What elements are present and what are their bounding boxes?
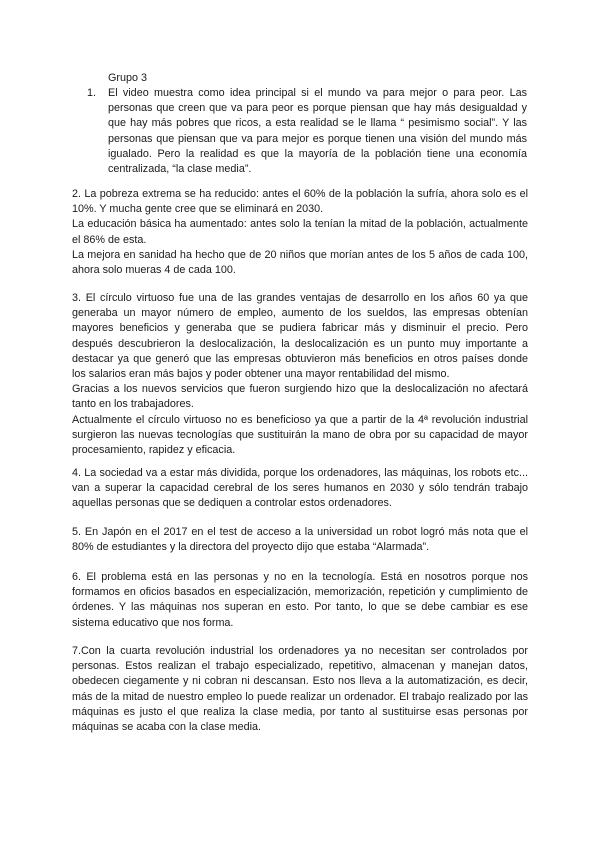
answer-2-paragraph: La educación básica ha aumentado: antes solo la tenían la mitad de la población, actualmente el 86% de esta. [72,218,528,246]
answer-7-text: 7.Con la cuarta revolución industrial los ordenadores ya no necesitan ser controlados por personas. Estos realizan el trabajo especializado, repetitivo, almacenan y manejan datos, obedecen ciegamente y ni cobran ni descansan. Esto nos lleva a la automatización, es decir, más de la mitad de nuestro empleo lo puede realizar un ordenador. El trabajo realizado por las máquinas es justo el que realiza la clase media, por tanto al sustituirse esas personas por máquinas se acaba con la clase media. [72,645,528,734]
answer-3-paragraph: 3. El círculo virtuoso fue una de las grandes ventajas de desarrollo en los años 60 ya que generaba un mayor número de empleo, aumento de los sueldos, las empresas obtenían mayores beneficios y generaba que se pudiera fabricar más y disminuir el precio. Pero después descubrieron la deslocalización, la deslocalización es un punto muy importante a destacar ya que generó que las empresas obtuvieron más beneficios en otros países donde los salarios eran más bajos y poder obtener una mayor rentabilidad del mismo. [72,292,528,381]
answer-3-paragraph: Gracias a los nuevos servicios que fueron surgiendo hizo que la deslocalización no afectará tanto en los trabajadores. [72,383,528,411]
answer-2-paragraph: 2. La pobreza extrema se ha reducido: antes el 60% de la población la sufría, ahora solo es el 10%. Y mucha gente cree que se eliminará en 2030. [72,188,528,216]
answer-1-number: 1. [87,87,97,99]
answer-5 [72,525,528,555]
answer-7 [72,644,528,735]
answer-5-text: 5. En Japón en el 2017 en el test de acceso a la universidad un robot logró más nota que el 80% de estudiantes y la directora del proyecto dijo que estaba “Alarmada”. [72,526,528,554]
answer-3 [72,291,528,458]
answer-4 [72,466,528,512]
answer-1-text: El video muestra como idea principal si el mundo va para mejor o para peor. Las personas que creen que va para peor es porque piensan que hay más desigualdad y que hay más pobres que ricos, a esta realidad se le llama “ pesimismo social”. Y las personas que piensan que va para mejor es porque tienen una visión del mundo más igualado. Pero la realidad es que la mayoría de la población tiene una economía centralizada, “la clase media”. [108,87,527,176]
answer-6-text: 6. El problema está en las personas y no en la tecnología. Está en nosotros porque nos formamos en oficios basados en especialización, memorización, repetición y cumplimiento de órdenes. Y las máquinas nos superan en esto. Por tanto, lo que se debe cambiar es ese sistema educativo que nos forma. [72,571,528,629]
answer-4-text: 4. La sociedad va a estar más dividida, porque los ordenadores, las máquinas, los robots etc... van a superar la capacidad cerebral de los seres humanos en 2030 y sólo tendrán trabajo aquellas personas que se dediquen a controlar estos ordenadores. [72,467,528,510]
group-title: Grupo 3 [108,72,148,84]
answer-3-paragraph: Actualmente el círculo virtuoso no es beneficioso ya que a partir de la 4ª revolución industrial surgieron las nuevas tecnologías que sustituirán la mano de obra por su capacidad de mayor procesamiento, rapidez y eficacia. [72,413,528,457]
answer-2 [72,187,528,278]
answer-6 [72,570,528,631]
answer-2-paragraph: La mejora en sanidad ha hecho que de 20 niños que morían antes de los 5 años de cada 100, ahora solo mueras 4 de cada 100. [72,248,528,277]
answer-1 [87,86,527,177]
